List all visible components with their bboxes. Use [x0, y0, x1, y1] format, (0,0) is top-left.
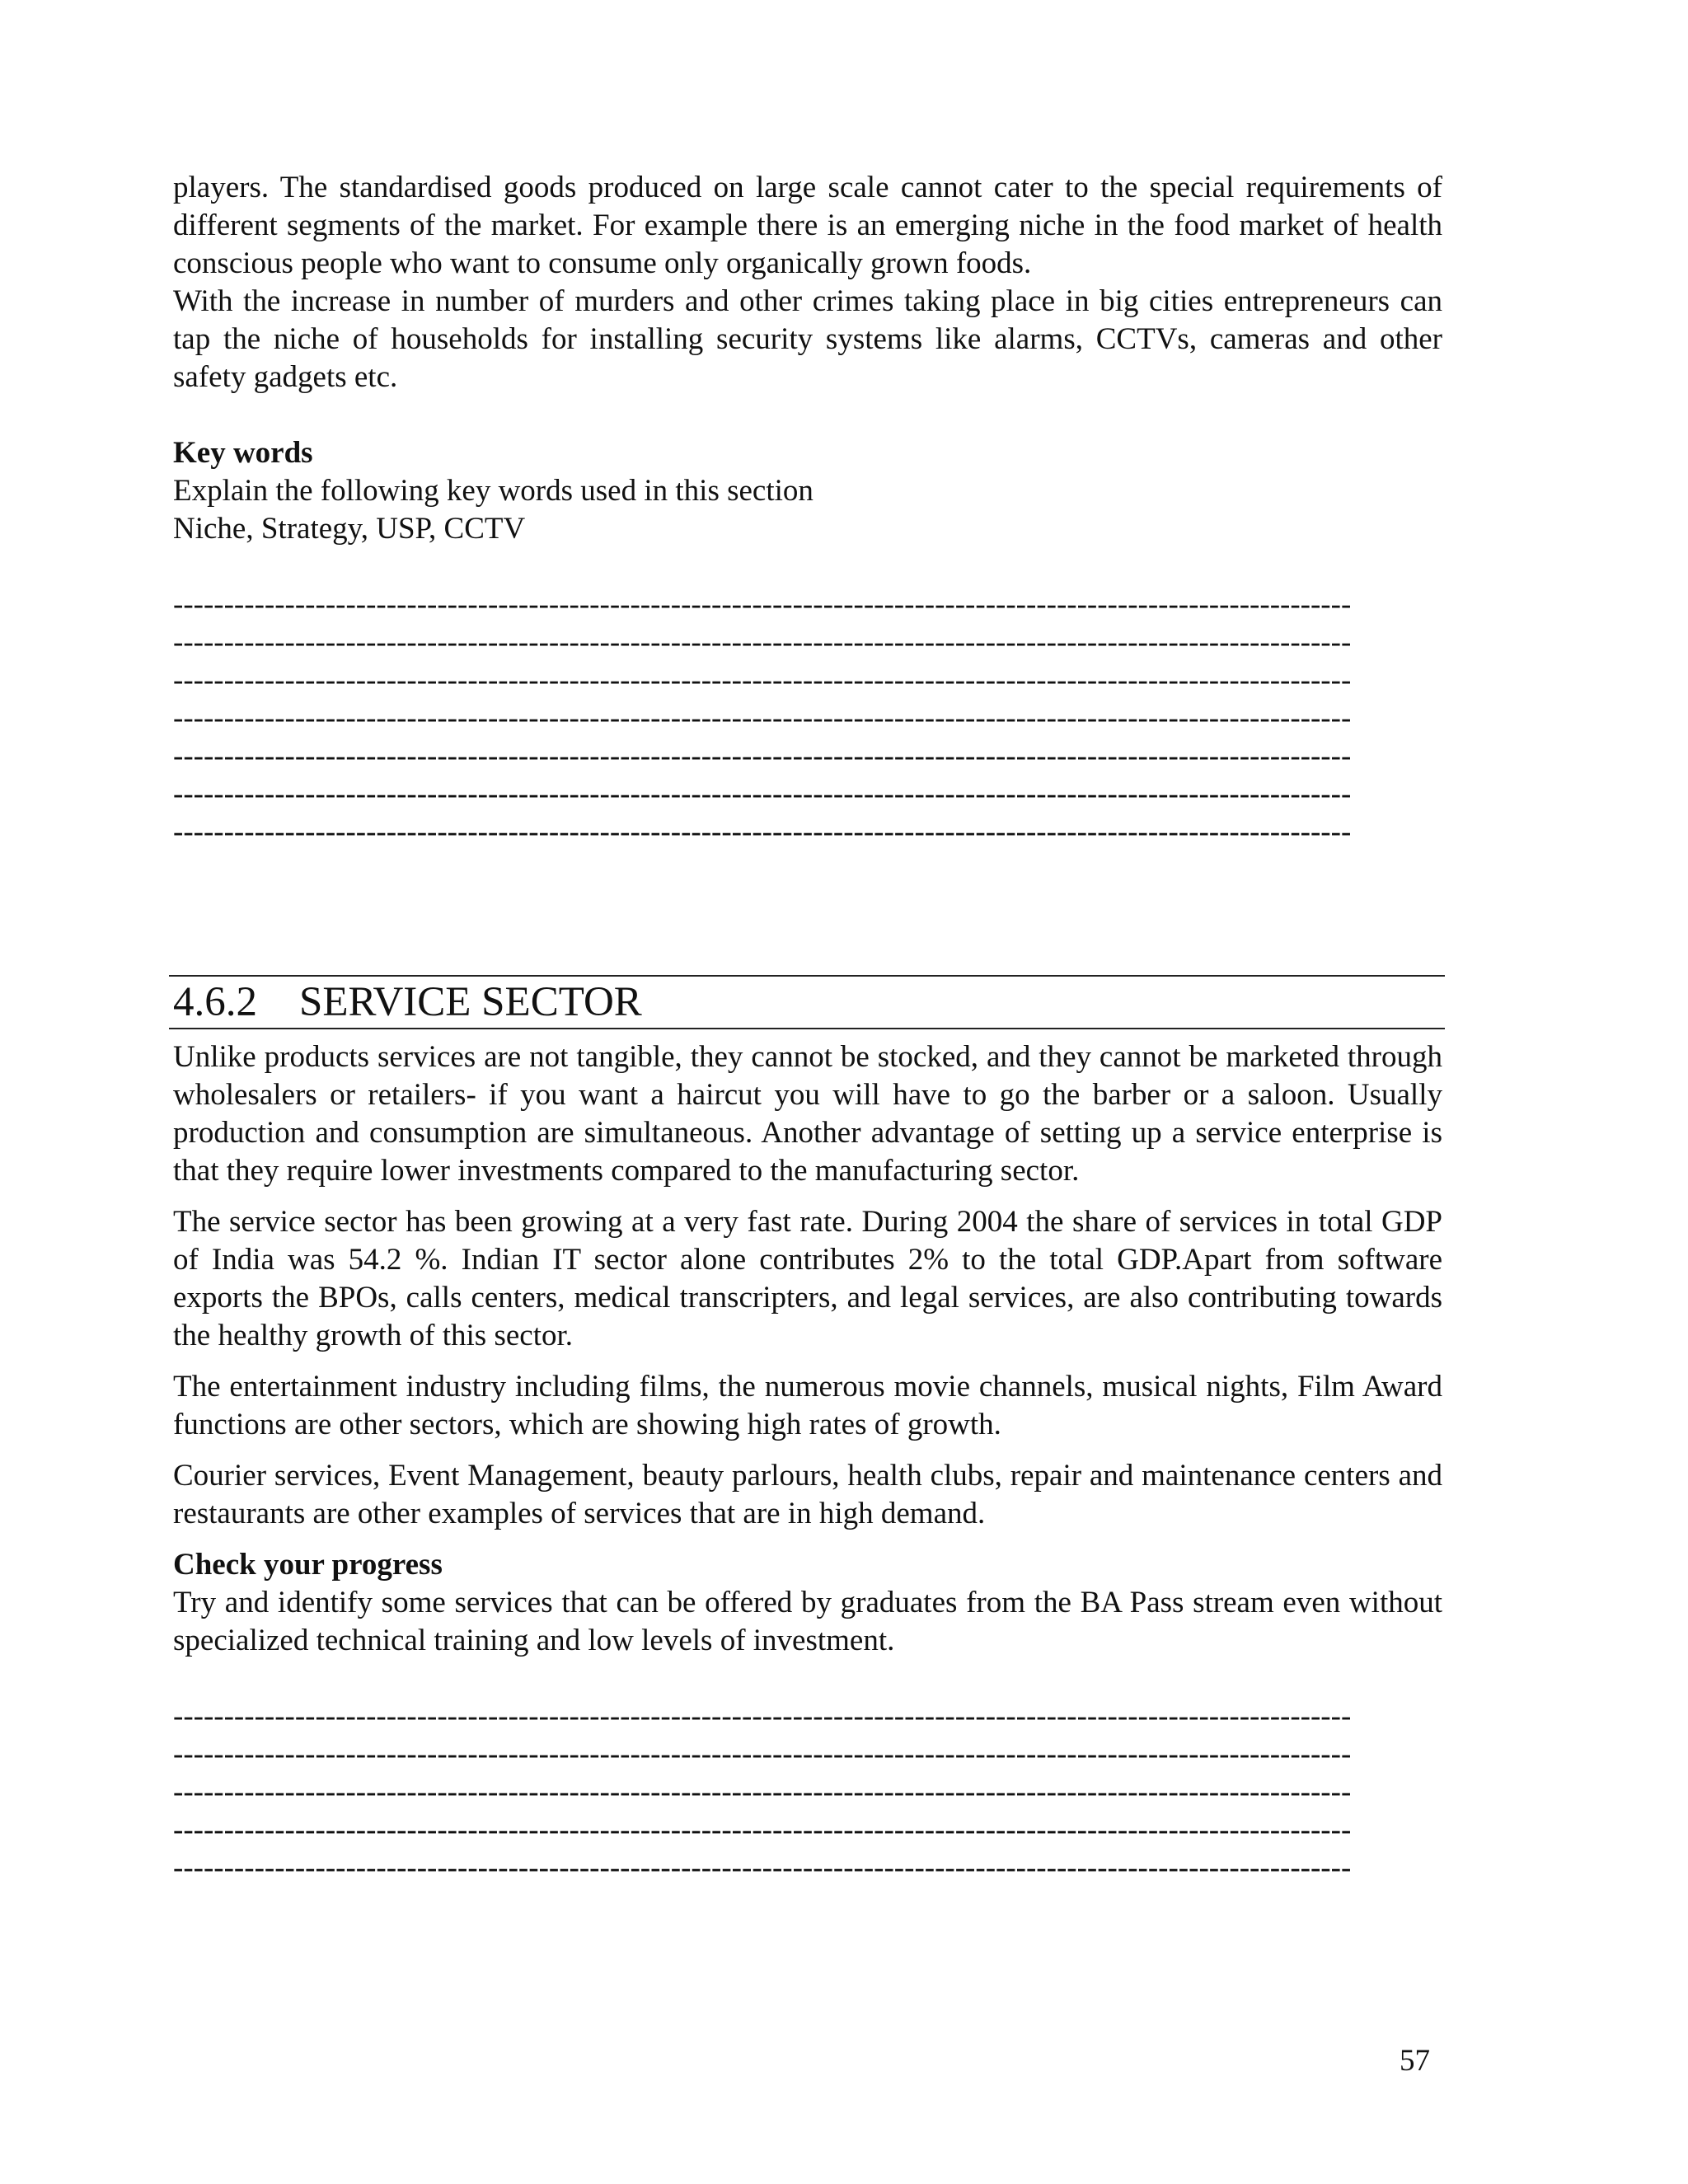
page-number: 57	[1400, 2044, 1430, 2078]
service-paragraph-4: Courier services, Event Management, beauty parlours, health clubs, repair and maintenance centers and restaurants are other examples of services that are in high demand.	[173, 1459, 1442, 1530]
key-words-answer-lines	[173, 586, 1442, 851]
intro-paragraph-1: players. The standardised goods produced on large scale cannot cater to the special requirements of different segments of the market. For example there is an emerging niche in the food market of health conscious people who want to consume only organically grown foods.	[173, 171, 1442, 280]
progress-title: Check your progress	[173, 1548, 443, 1582]
service-paragraph-2: The service sector has been growing at a very fast rate. During 2004 the share of services in total GDP of India was 54.2 %. Indian IT sector alone contributes 2% to the total GDP.Apart from software exports the BPOs, calls centers, medical transcripters, and legal services, are also contributing towards the healthy growth of this sector.	[173, 1205, 1442, 1352]
key-words-instruction: Explain the following key words used in this section	[173, 474, 814, 508]
key-words-list: Niche, Strategy, USP, CCTV	[173, 512, 526, 546]
answer-line: --------------------------------------------------------------------------------------------------------------------	[173, 1813, 1352, 1847]
answer-line: --------------------------------------------------------------------------------------------------------------------	[173, 626, 1352, 659]
key-words-title: Key words	[173, 436, 313, 470]
answer-line: --------------------------------------------------------------------------------------------------------------------	[173, 777, 1352, 811]
service-paragraph-1: Unlike products services are not tangible, they cannot be stocked, and they cannot be marketed through wholesalers or retailers- if you want a haircut you will have to go the barber or a saloon. Usually production and consumption are simultaneous. Another advantage of setting up a service enterprise is that they require lower investments compared to the manufacturing sector.	[173, 1040, 1442, 1188]
progress-answer-lines	[173, 1698, 1442, 1887]
answer-line: --------------------------------------------------------------------------------------------------------------------	[173, 588, 1352, 621]
intro-paragraph-2: With the increase in number of murders and other crimes taking place in big cities entrepreneurs can tap the niche of households for installing security systems like alarms, CCTVs, cameras and other safety gadgets etc.	[173, 284, 1442, 394]
answer-line: --------------------------------------------------------------------------------------------------------------------	[173, 1775, 1352, 1809]
answer-line: --------------------------------------------------------------------------------------------------------------------	[173, 739, 1352, 773]
answer-line: --------------------------------------------------------------------------------------------------------------------	[173, 701, 1352, 735]
section-heading	[169, 975, 1445, 1029]
section-heading-text: 4.6.2 SERVICE SECTOR	[173, 979, 642, 1025]
answer-line: --------------------------------------------------------------------------------------------------------------------	[173, 663, 1352, 697]
answer-line: --------------------------------------------------------------------------------------------------------------------	[173, 1851, 1352, 1885]
service-paragraph-3: The entertainment industry including films, the numerous movie channels, musical nights, Film Award functions are other sectors, which are showing high rates of growth.	[173, 1370, 1442, 1441]
answer-line: --------------------------------------------------------------------------------------------------------------------	[173, 1699, 1352, 1733]
answer-line: --------------------------------------------------------------------------------------------------------------------	[173, 1737, 1352, 1771]
progress-instruction: Try and identify some services that can be offered by graduates from the BA Pass stream even without specialized technical training and low levels of investment.	[173, 1586, 1442, 1657]
answer-line: --------------------------------------------------------------------------------------------------------------------	[173, 815, 1352, 849]
